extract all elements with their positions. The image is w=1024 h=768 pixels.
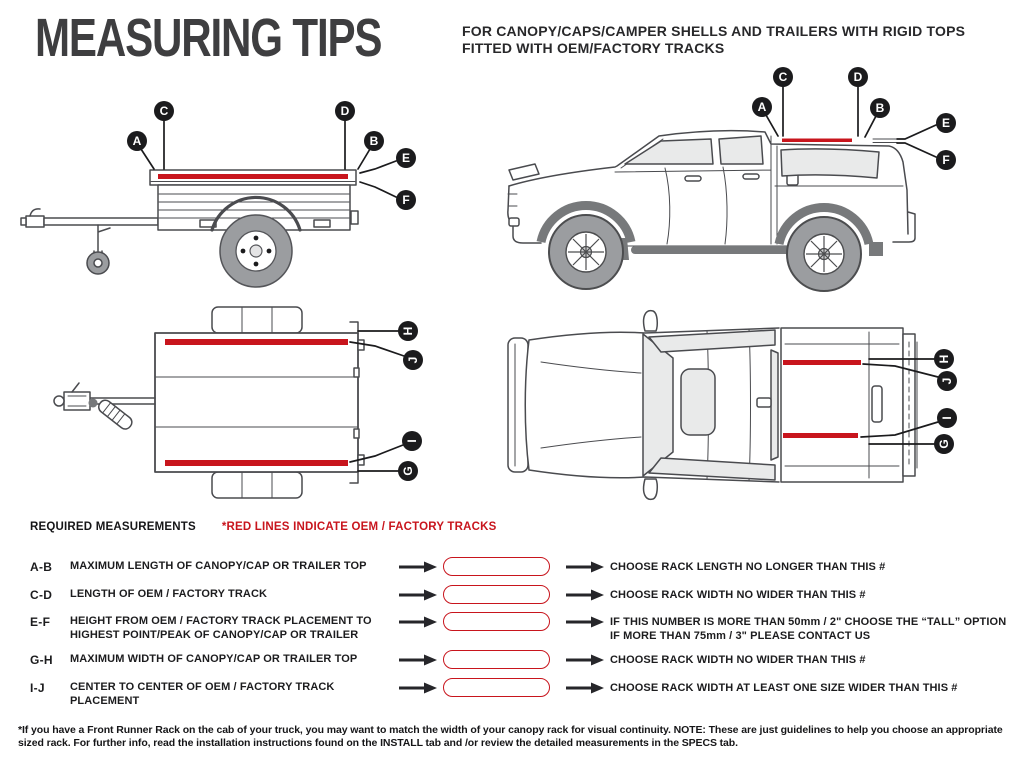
callout-a bbox=[752, 97, 778, 136]
subtitle-line-2: FITTED WITH OEM/FACTORY TRACKS bbox=[462, 40, 725, 56]
arrow-right-icon bbox=[565, 654, 605, 666]
description-line: CENTER TO CENTER OF OEM / FACTORY TRACK PLACEMENT bbox=[70, 681, 335, 707]
trailer-side-view-illustration bbox=[18, 85, 450, 300]
canopy-rail-stub bbox=[873, 139, 897, 143]
trailer-top-body bbox=[155, 322, 364, 483]
callout-c bbox=[154, 101, 174, 169]
trailer-hitch bbox=[21, 209, 158, 227]
svg-text:B: B bbox=[875, 101, 885, 115]
measurement-description bbox=[70, 650, 396, 667]
description-line: HIGHEST POINT/PEAK OF CANOPY/CAP OR TRAILER bbox=[70, 628, 359, 641]
callout-f bbox=[360, 182, 416, 210]
instruction-line: IF MORE THAN 75mm / 3" PLEASE CONTACT US bbox=[610, 630, 871, 642]
measurement-range: C-D bbox=[30, 588, 53, 602]
measurement-row-ij bbox=[30, 678, 1022, 718]
svg-text:J: J bbox=[406, 356, 420, 364]
description-line: LENGTH OF OEM / FACTORY TRACK bbox=[70, 588, 268, 600]
measurement-range: E-F bbox=[30, 615, 51, 629]
svg-text:D: D bbox=[340, 104, 350, 118]
callout-e bbox=[897, 113, 956, 139]
truck-top-view-illustration bbox=[495, 300, 1020, 510]
measurement-description bbox=[70, 585, 396, 602]
measurement-instruction bbox=[610, 585, 1022, 602]
svg-text:A: A bbox=[132, 134, 142, 148]
trailer-top-view-illustration bbox=[20, 300, 450, 505]
instruction-line: IF THIS NUMBER IS MORE THAN 50mm / 2" CHOOSE THE “TALL” OPTION bbox=[610, 616, 1007, 628]
trailer-wheel bbox=[220, 215, 292, 287]
measurement-row-ef bbox=[30, 612, 1022, 652]
svg-text:J: J bbox=[940, 377, 954, 385]
instruction-line: CHOOSE RACK WIDTH NO WIDER THAN THIS # bbox=[610, 589, 866, 601]
svg-text:B: B bbox=[369, 134, 379, 148]
instruction-line: CHOOSE RACK WIDTH NO WIDER THAN THIS # bbox=[610, 654, 866, 666]
footnote-line-2: sized rack. For further info, read the installation instructions found on the INSTALL tab and /or review the detailed measurements in the SPECS tab. bbox=[18, 737, 738, 749]
instruction-line: CHOOSE RACK WIDTH AT LEAST ONE SIZE WIDER THAN THIS # bbox=[610, 682, 958, 694]
callout-d bbox=[848, 67, 868, 136]
measurement-input-pill[interactable] bbox=[443, 585, 550, 604]
measurement-input-pill[interactable] bbox=[443, 557, 550, 576]
truck-side-view-illustration bbox=[495, 62, 1020, 300]
truck-rear-wheel bbox=[787, 217, 861, 291]
measurement-input-pill[interactable] bbox=[443, 612, 550, 631]
oem-track-red-line bbox=[158, 174, 348, 179]
arrow-right-icon bbox=[565, 589, 605, 601]
arrow-right-icon bbox=[565, 682, 605, 694]
measurement-description bbox=[70, 557, 396, 574]
svg-text:E: E bbox=[401, 151, 411, 165]
measurement-description bbox=[70, 678, 396, 708]
svg-text:F: F bbox=[942, 153, 950, 167]
svg-text:F: F bbox=[402, 193, 410, 207]
measurement-instruction bbox=[610, 650, 1022, 667]
svg-text:C: C bbox=[778, 70, 788, 84]
svg-text:I: I bbox=[940, 416, 954, 420]
svg-text:D: D bbox=[853, 70, 863, 84]
measurement-instruction bbox=[610, 612, 1022, 643]
footnote-line-1: *If you have a Front Runner Rack on the cab of your truck, you may want to match the width of your canopy rack for visual continuity. NOTE: These are just guidelines to help you choose an appropriate bbox=[18, 724, 1003, 736]
description-line: MAXIMUM WIDTH OF CANOPY/CAP OR TRAILER TOP bbox=[70, 653, 358, 665]
arrow-right-icon bbox=[398, 616, 438, 628]
page-title: MEASURING TIPS bbox=[35, 8, 382, 68]
legend-row bbox=[30, 521, 497, 533]
arrow-right-icon bbox=[398, 561, 438, 573]
truck-top-bed-canopy bbox=[757, 328, 917, 482]
callout-h bbox=[358, 321, 418, 341]
arrow-right-icon bbox=[398, 589, 438, 601]
measurement-input-pill[interactable] bbox=[443, 650, 550, 669]
measurement-input-pill[interactable] bbox=[443, 678, 550, 697]
svg-text:G: G bbox=[401, 466, 415, 476]
instruction-line: CHOOSE RACK LENGTH NO LONGER THAN THIS # bbox=[610, 561, 886, 573]
measurement-range: I-J bbox=[30, 681, 45, 695]
oem-track-red-line bbox=[782, 139, 852, 143]
measurement-range: A-B bbox=[30, 560, 53, 574]
measurement-instruction bbox=[610, 678, 1022, 695]
footnote bbox=[18, 724, 1018, 750]
description-line: MAXIMUM LENGTH OF CANOPY/CAP OR TRAILER TOP bbox=[70, 560, 367, 572]
callout-g bbox=[358, 461, 418, 481]
callout-c bbox=[773, 67, 793, 136]
callout-b bbox=[865, 98, 890, 137]
callout-a bbox=[127, 131, 154, 169]
svg-text:I: I bbox=[405, 439, 419, 443]
svg-text:A: A bbox=[757, 100, 767, 114]
svg-text:H: H bbox=[401, 326, 415, 336]
arrow-right-icon bbox=[398, 654, 438, 666]
trailer-top-drawbar bbox=[54, 383, 155, 431]
measurement-description bbox=[70, 612, 396, 642]
callout-b bbox=[358, 131, 384, 169]
arrow-right-icon bbox=[398, 682, 438, 694]
page-subtitle bbox=[462, 23, 965, 57]
trailer-jockey-wheel bbox=[87, 225, 110, 274]
callout-d bbox=[335, 101, 355, 169]
svg-text:E: E bbox=[941, 116, 951, 130]
arrow-right-icon bbox=[565, 616, 605, 628]
description-line: HEIGHT FROM OEM / FACTORY TRACK PLACEMENT TO bbox=[70, 615, 372, 627]
measurement-range: G-H bbox=[30, 653, 53, 667]
red-lines-note: *RED LINES INDICATE OEM / FACTORY TRACKS bbox=[221, 521, 497, 533]
arrow-right-icon bbox=[565, 561, 605, 573]
callout-f bbox=[897, 143, 956, 170]
required-measurements-label: REQUIRED MEASUREMENTS bbox=[30, 521, 196, 533]
svg-text:G: G bbox=[937, 439, 951, 449]
measurement-instruction bbox=[610, 557, 1022, 574]
truck-front-wheel bbox=[549, 215, 623, 289]
subtitle-line-1: FOR CANOPY/CAPS/CAMPER SHELLS AND TRAILERS WITH RIGID TOPS bbox=[462, 23, 966, 39]
measurements-table bbox=[30, 552, 1022, 712]
svg-text:C: C bbox=[159, 104, 169, 118]
svg-text:H: H bbox=[937, 354, 951, 364]
